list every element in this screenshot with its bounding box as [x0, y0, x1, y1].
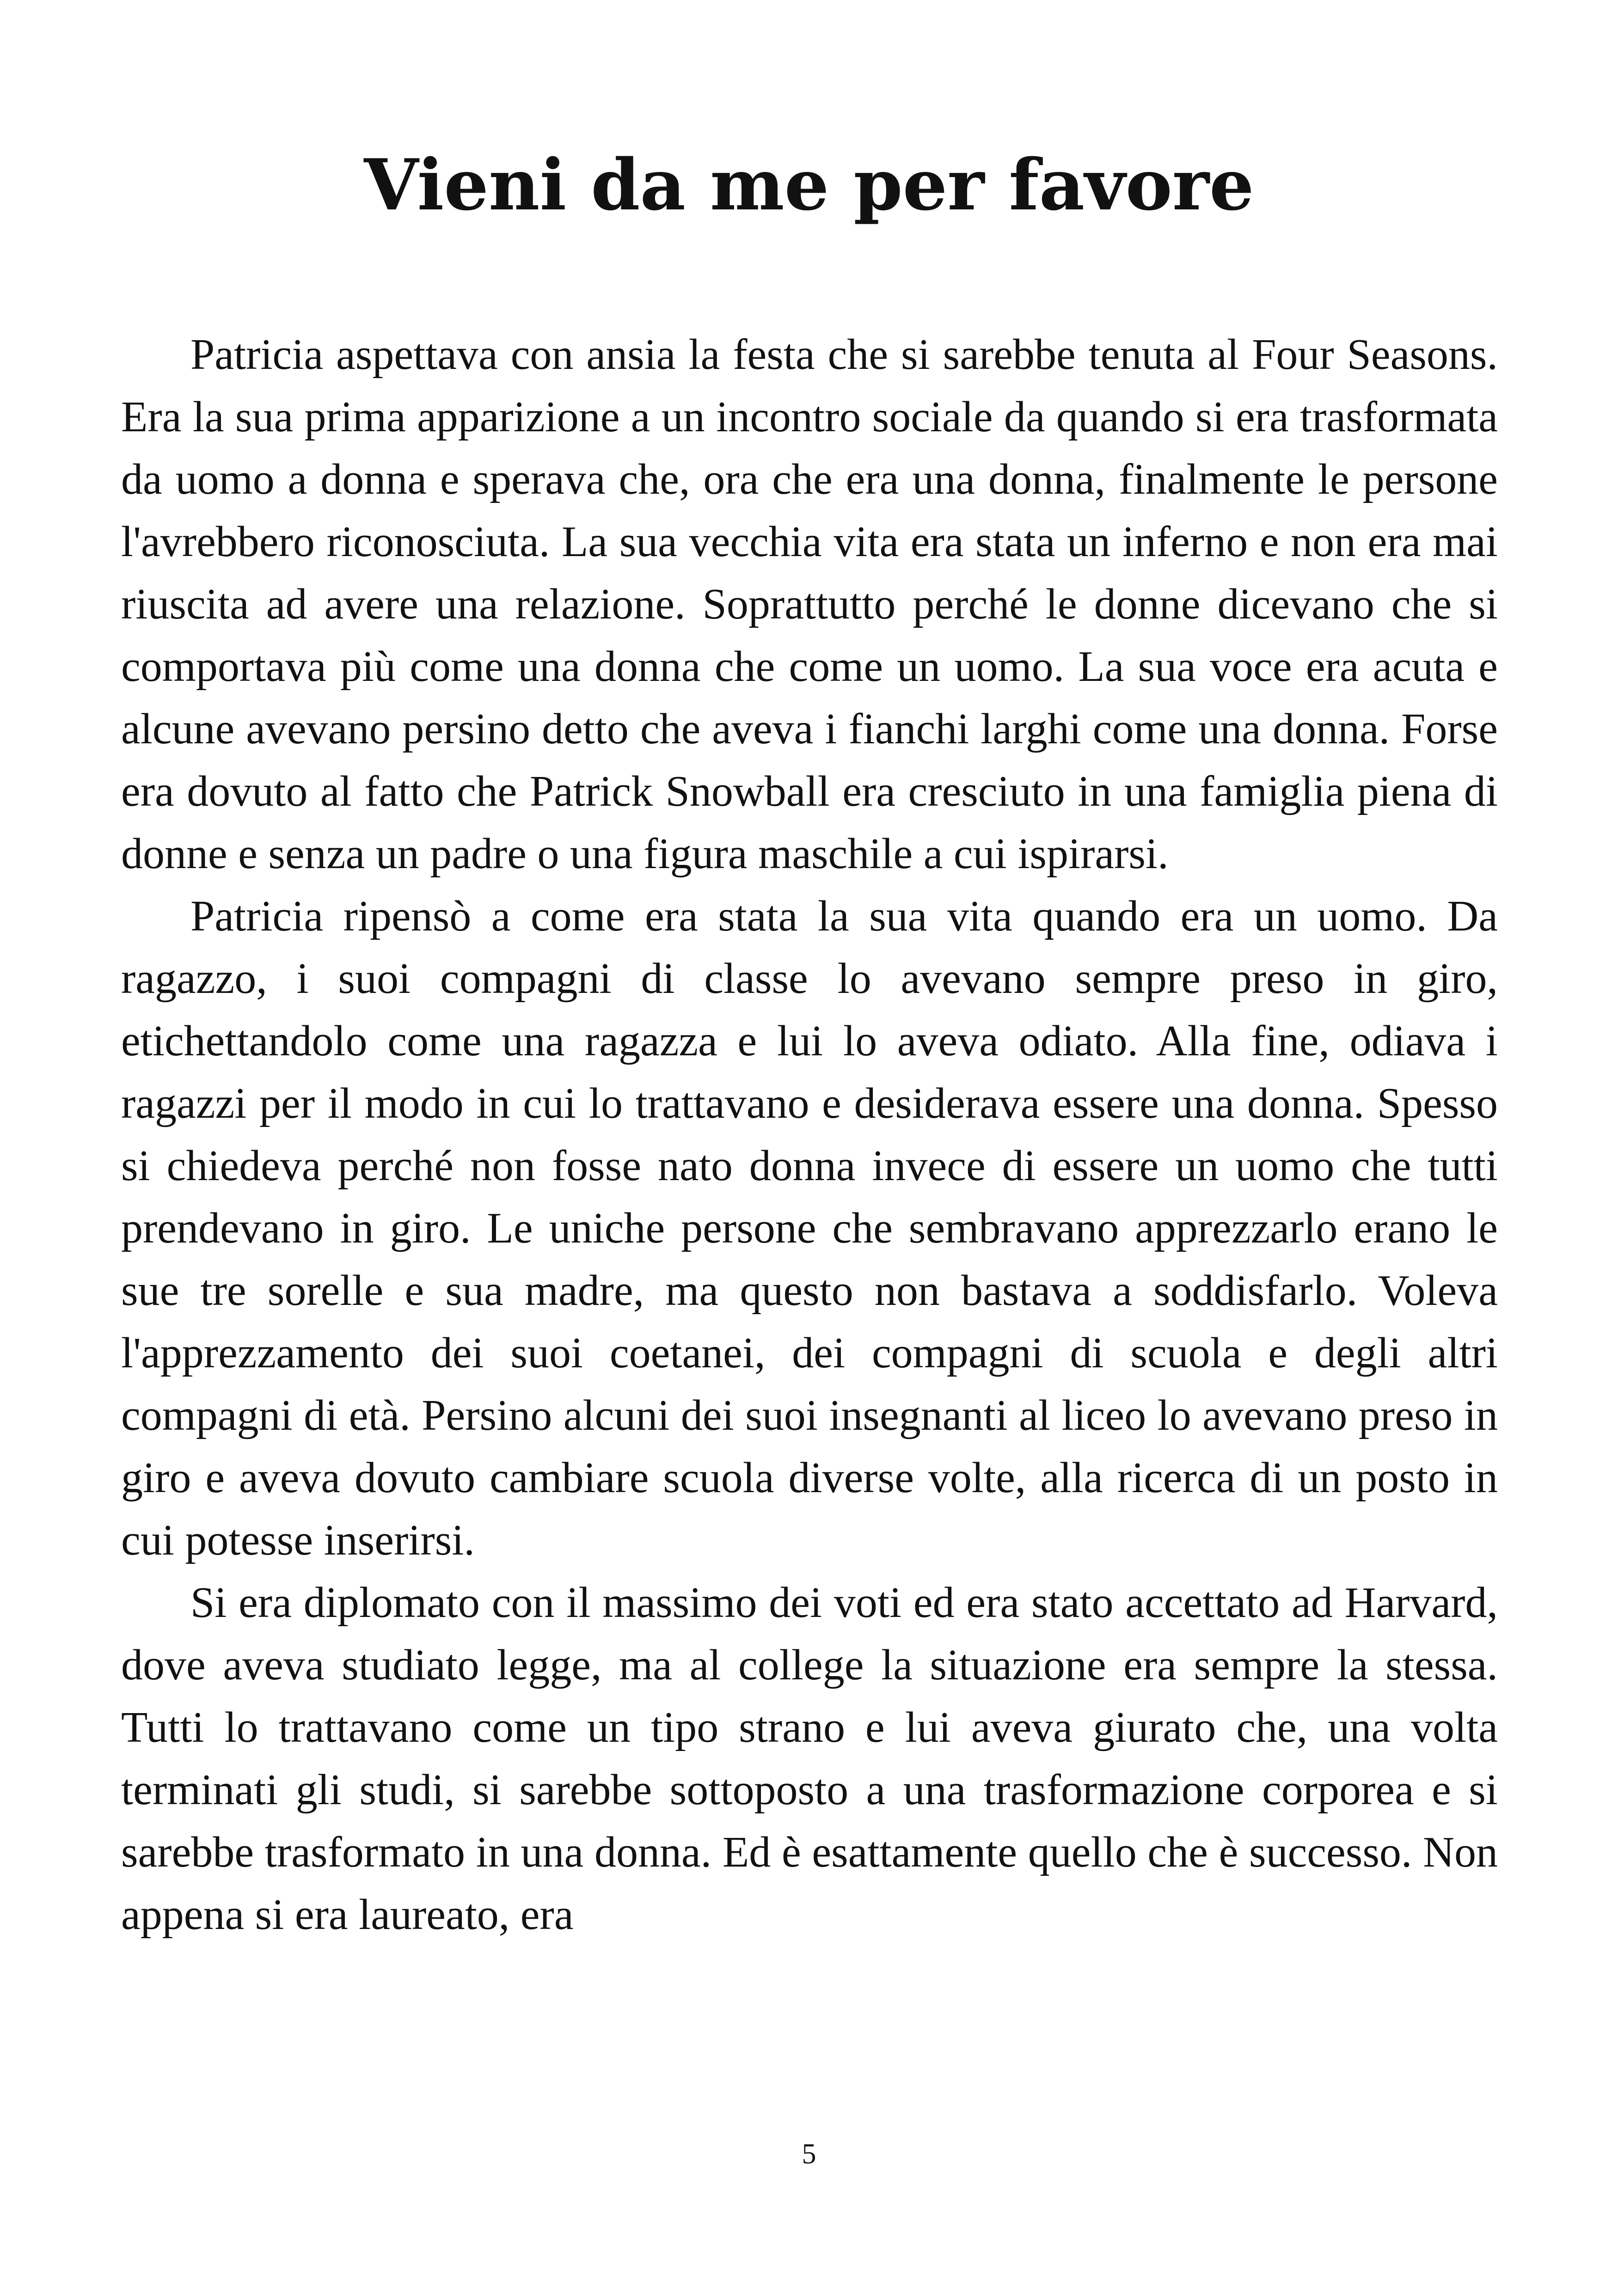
body-text — [121, 324, 1498, 1946]
paragraph-2: Patricia ripensò a come era stata la sua vita quando era un uomo. Da ragazzo, i suoi compagni di classe lo avevano sempre preso in giro, etichettandolo come una ragazza e lui lo aveva odiato. Alla fine, odiava i ragazzi per il modo in cui lo trattavano e desiderava essere una donna. Spesso si chiedeva perché non fosse nato donna invece di essere un uomo che tutti prendevano in giro. Le uniche persone che sembravano apprezzarlo erano le sue tre sorelle e sua madre, ma questo non bastava a soddisfarlo. Voleva l'apprezzamento dei suoi coetanei, dei compagni di scuola e degli altri compagni di età. Persino alcuni dei suoi insegnanti al liceo lo avevano preso in giro e aveva dovuto cambiare scuola diverse volte, alla ricerca di un posto in cui potesse inserirsi. — [121, 892, 1498, 1564]
chapter-title: Vieni da me per favore — [364, 143, 1254, 226]
paragraph-3: Si era diplomato con il massimo dei voti ed era stato accettato ad Harvard, dove aveva studiato legge, ma al college la situazione era sempre la stessa. Tutti lo trattavano come un tipo strano e lui aveva giurato che, una volta terminati gli studi, si sarebbe sottoposto a una trasformazione corporea e si sarebbe trasformato in una donna. Ed è esattamente quello che è successo. Non appena si era laureato, era — [121, 1579, 1498, 1939]
page-number: 5 — [802, 2138, 816, 2170]
paragraph-1: Patricia aspettava con ansia la festa che si sarebbe tenuta al Four Seasons. Era la sua prima apparizione a un incontro sociale da quando si era trasformata da uomo a donna e sperava che, ora che era una donna, finalmente le persone l'avrebbero riconosciuta. La sua vecchia vita era stata un inferno e non era mai riuscita ad avere una relazione. Soprattutto perché le donne dicevano che si comportava più come una donna che come un uomo. La sua voce era acuta e alcune avevano persino detto che aveva i fianchi larghi come una donna. Forse era dovuto al fatto che Patrick Snowball era cresciuto in una famiglia piena di donne e senza un padre o una figura maschile a cui ispirarsi. — [121, 331, 1498, 878]
